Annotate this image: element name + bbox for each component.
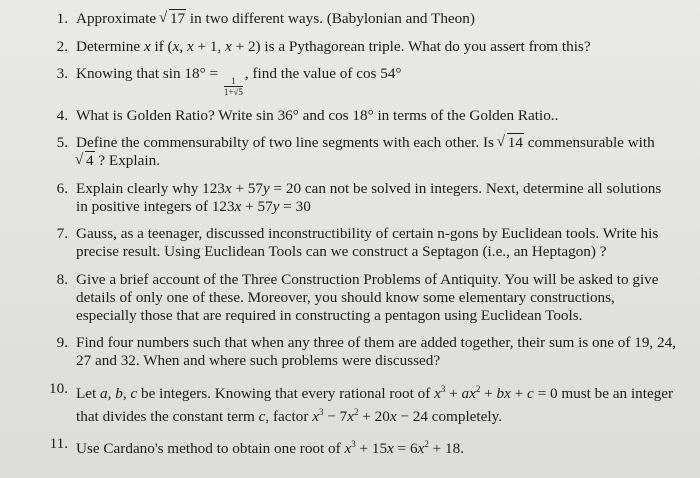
question-text: Give a brief account of the Three Construction Problems of Antiquity. You will be asked to give details of only one of these. Moreover, you should know some elementary constructions, especially those that are required in constructing a pentagon using Euclidean Tools. <box>76 270 659 324</box>
sqrt-symbol: √ 4 <box>76 152 95 170</box>
question-number: 7. <box>56 225 68 242</box>
question-number: 8. <box>56 270 68 288</box>
question-number: 10. <box>49 379 68 397</box>
question-text: Let a, b, c be integers. Knowing that every rational root of $x^3 + ax^2$ + bx + c = 0 must be an integer that divides the constant term c, factor $x^3 - 7x^2 + 20x - 24$ completely. <box>76 383 674 425</box>
question-number: 4. <box>56 106 68 124</box>
question-2 <box>46 38 676 56</box>
question-text: Determine x if (x, x + 1, x + 2) is a Pythagorean triple. What do you assert from this? <box>76 37 591 55</box>
sqrt-symbol: √ 17 <box>160 10 186 28</box>
question-7 <box>46 225 676 261</box>
question-11 <box>46 435 676 458</box>
question-4 <box>46 107 676 125</box>
question-text: Use Cardano's method to obtain one root of $x^3 + 15x = 6x^2 + 18$. <box>76 439 464 458</box>
question-text: Explain clearly why 123x + 57y = 20 can not be solved in integers. Next, determine all solutions in positive integers of 123x + 57y = 30 <box>76 179 662 215</box>
question-text: Knowing that sin 18° = $\frac{1}{1+√5}$ , find the value of cos 54° <box>76 65 402 97</box>
question-6 <box>46 180 676 216</box>
question-1 <box>46 10 676 28</box>
question-text: What is Golden Ratio? Write sin 36° and cos 18° in terms of the Golden Ratio.. <box>76 106 559 124</box>
question-number: 9. <box>56 334 68 351</box>
question-5 <box>46 134 676 170</box>
question-text: Approximate √ 17 in two different ways. (Babylonian and Theon) <box>76 10 676 28</box>
question-number: 11. <box>49 435 68 453</box>
sqrt-symbol: √ 14 <box>498 134 524 152</box>
question-number: 5. <box>56 134 68 151</box>
question-3 <box>46 65 676 97</box>
question-9 <box>46 334 676 370</box>
fraction: $\frac{1}{1+√5}$ <box>223 76 243 97</box>
question-8 <box>46 271 676 325</box>
question-text: Define the commensurabilty of two line segments with each other. Is √ 14 commensurable with √ 4 ? Explain. <box>76 134 676 170</box>
question-number: 1. <box>56 10 68 27</box>
question-text: Gauss, as a teenager, discussed inconstructibility of certain n-gons by Euclidean tools. Write his precise result. Using Euclidean Tools can we construct a Septagon (i.e., an Heptagon) ? <box>76 225 659 260</box>
question-number: 2. <box>56 37 68 55</box>
question-number: 3. <box>56 65 68 82</box>
question-10 <box>46 380 676 426</box>
question-number: 6. <box>56 179 68 197</box>
question-text: Find four numbers such that when any three of them are added together, their sum is one of 19, 24, 27 and 32. When and where such problems were discussed? <box>76 334 676 369</box>
